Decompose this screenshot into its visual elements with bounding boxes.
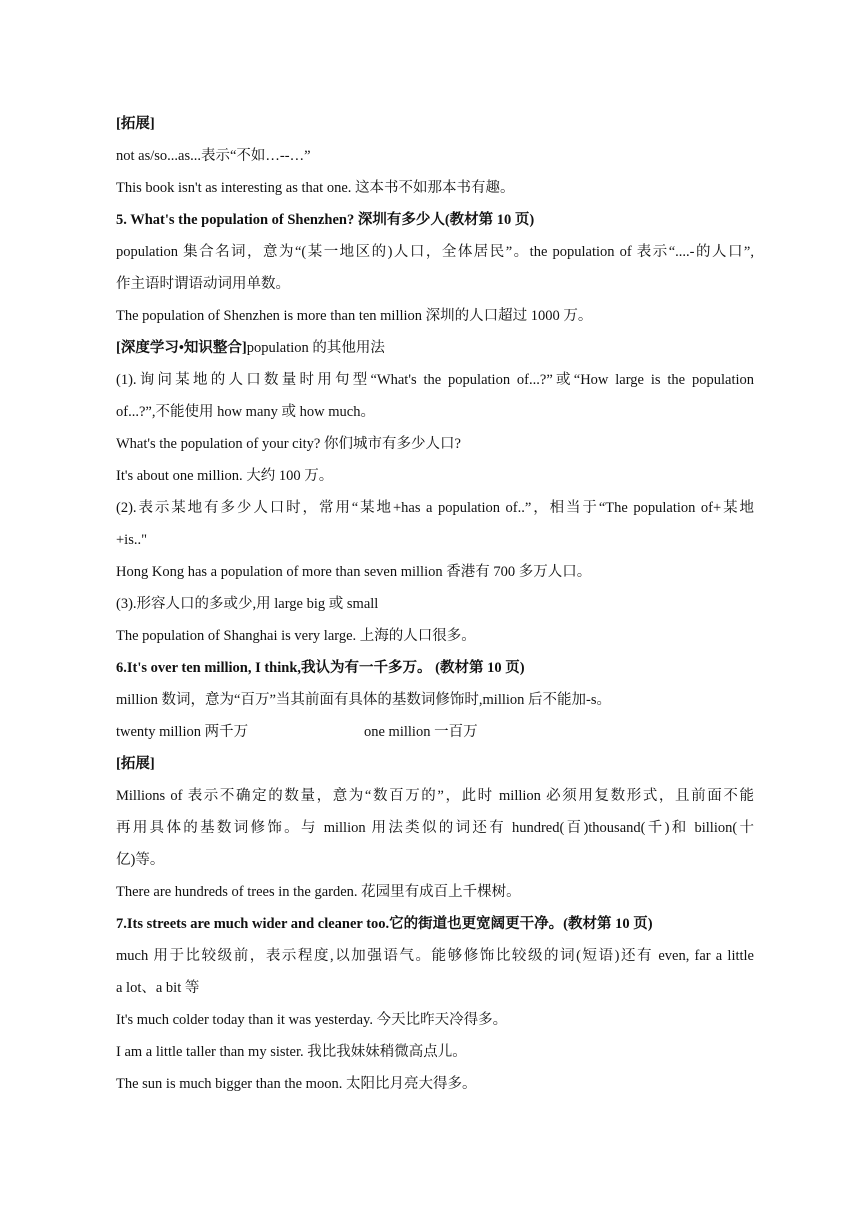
text-line: (3).形容人口的多或少,用 large big 或 small (116, 596, 379, 612)
text-line: (1).询问某地的人口数量时用句型“What's the population of...?”或“How large is the population (116, 372, 754, 388)
section-heading-7: 7.Its streets are much wider and cleaner too.它的街道也更宽阔更干净。(教材第 10 页) (116, 916, 653, 932)
example-sentence: I am a little taller than my sister. 我比我妹妹稍微高点儿。 (116, 1044, 467, 1060)
text-line: 作主语时谓语动词用单数。 (116, 276, 290, 292)
example-sentence: Hong Kong has a population of more than seven million 香港有 700 多万人口。 (116, 564, 592, 580)
text-line: not as/so...as...表示“不如…--…” (116, 148, 311, 164)
text-line: 再用具体的基数词修饰。与 million 用法类似的词还有 hundred(百)thousand(千)和 billion(十 (116, 820, 754, 836)
text-line: of...?”,不能使用 how many 或 how much。 (116, 404, 375, 420)
heading-deep-learning: [深度学习•知识整合]population 的其他用法 (116, 340, 385, 356)
text-line: (2).表示某地有多少人口时，常用“某地+has a population of..”，相当于“The population of+某地 (116, 500, 754, 516)
example-sentence: It's much colder today than it was yesterday. 今天比昨天冷得多。 (116, 1012, 508, 1028)
text-line: population 集合名词，意为“(某一地区的)人口，全体居民”。the population of 表示“....-的人口”, (116, 244, 754, 260)
example-sentence: What's the population of your city? 你们城市有多少人口? (116, 436, 461, 452)
text-line: much 用于比较级前，表示程度,以加强语气。能够修饰比较级的词(短语)还有 even, far a little (116, 948, 754, 964)
example-sentence: The sun is much bigger than the moon. 太阳比月亮大得多。 (116, 1076, 477, 1092)
example-one-million: one million 一百万 (364, 724, 478, 740)
example-sentence: There are hundreds of trees in the garden. 花园里有成百上千棵树。 (116, 884, 521, 900)
heading-extension: [拓展] (116, 116, 155, 132)
heading-extension: [拓展] (116, 756, 155, 772)
example-sentence: This book isn't as interesting as that one. 这本书不如那本书有趣。 (116, 180, 515, 196)
heading-deep-learning-bold: [深度学习•知识整合] (116, 340, 247, 356)
example-pair-row (116, 722, 754, 742)
text-line: 亿)等。 (116, 852, 165, 868)
example-sentence: The population of Shenzhen is more than ten million 深圳的人口超过 1000 万。 (116, 308, 593, 324)
example-sentence: The population of Shanghai is very large. 上海的人口很多。 (116, 628, 476, 644)
example-sentence: It's about one million. 大约 100 万。 (116, 468, 334, 484)
text-line: Millions of 表示不确定的数量，意为“数百万的”，此时 million 必须用复数形式，且前面不能 (116, 788, 754, 804)
section-heading-6: 6.It's over ten million, I think,我认为有一千多万。 (教材第 10 页) (116, 660, 525, 676)
text-line: +is.." (116, 532, 148, 548)
example-twenty-million: twenty million 两千万 (116, 724, 249, 740)
text-line: a lot、a bit 等 (116, 980, 200, 996)
text-line: million 数词，意为“百万”当其前面有具体的基数词修饰时,million 后不能加-s。 (116, 692, 612, 708)
section-heading-5: 5. What's the population of Shenzhen? 深圳有多少人(教材第 10 页) (116, 212, 535, 228)
